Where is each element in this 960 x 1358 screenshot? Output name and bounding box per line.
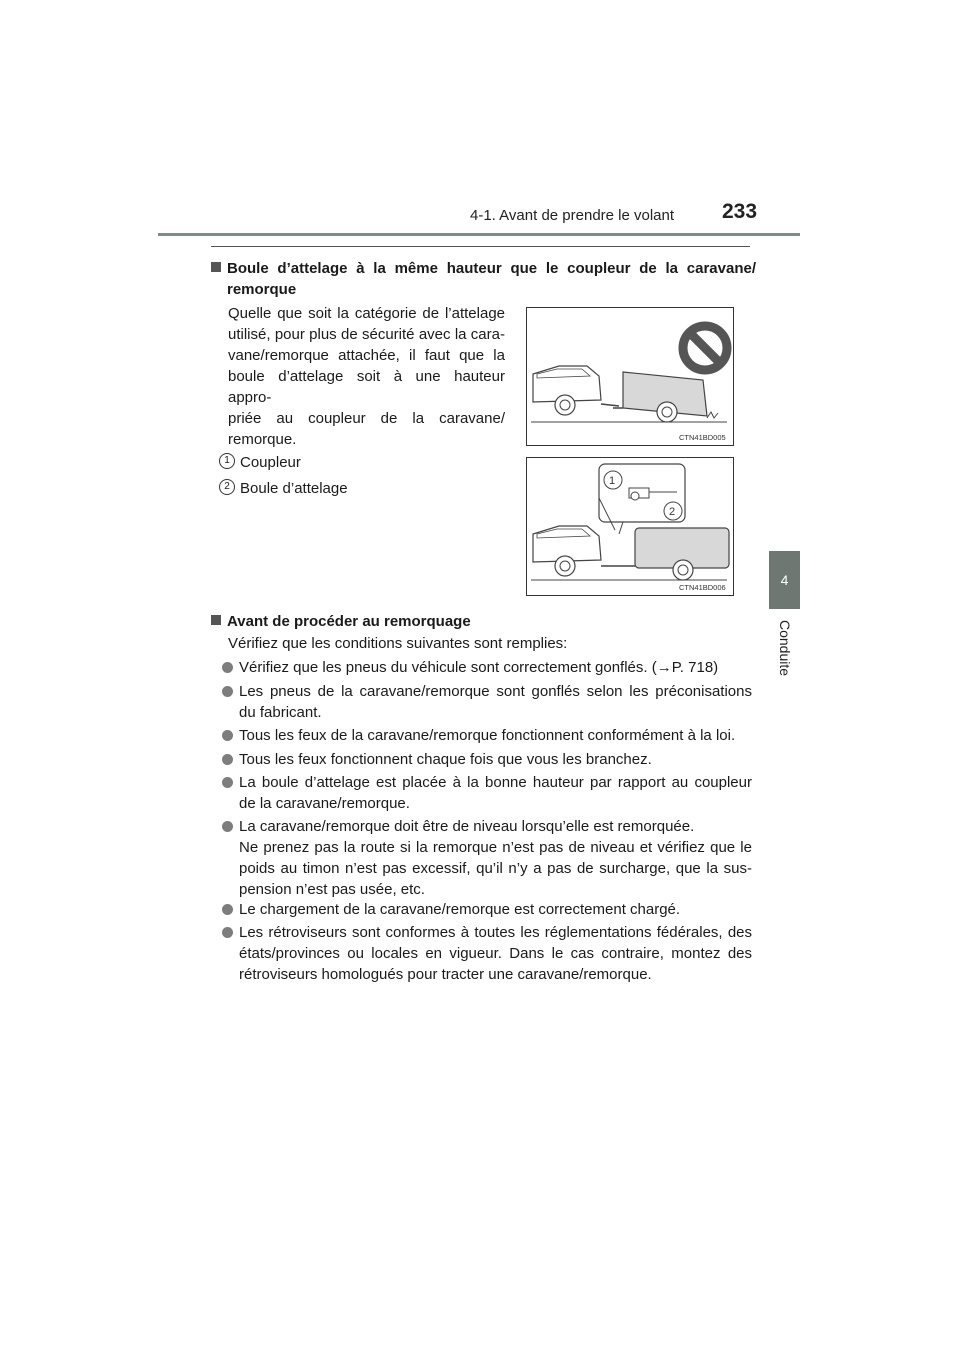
bullet-icon [222,662,233,673]
section-divider [211,246,750,247]
list-item-line: poids au timon n’est pas excessif, qu’il n’y a pas de surcharge, que la sus- [239,860,752,877]
callout-number-1: 1 [219,453,235,469]
chapter-tab: 4 [769,551,800,609]
list-item-line: du fabricant. [239,704,322,721]
figure-hitch-wrong [526,307,734,446]
figure-hitch-correct [526,457,734,596]
section-hitch-title-line2: remorque [227,281,297,298]
bullet-icon [222,754,233,765]
list-item [222,816,752,900]
paragraph-line: priée au coupleur de la caravane/ [228,410,505,427]
bullet-icon [222,686,233,697]
section-before-title: Avant de procéder au remorquage [227,613,471,630]
section-hitch-heading [211,258,756,300]
chapter-label [768,618,802,678]
callout-label-hitch-ball: Boule d’attelage [240,480,348,497]
paragraph-line: remorque. [228,431,297,448]
bullet-icon [222,821,233,832]
list-item-line: états/provinces ou locales en vigueur. Dans le cas contraire, montez des [239,945,752,962]
paragraph-line: utilisé, pour plus de sécurité avec la cara- [228,326,505,343]
bullet-icon [222,927,233,938]
bullet-icon [222,777,233,788]
paragraph-line: Quelle que soit la catégorie de l’attelage [228,305,505,322]
list-item [222,749,752,770]
list-item-line: La boule d’attelage est placée à la bonne hauteur par rapport au coupleur [239,774,752,791]
svg-text:1: 1 [609,475,616,487]
list-item-line: rétroviseurs homologués pour tracter une caravane/remorque. [239,966,652,983]
svg-text:2: 2 [669,506,676,518]
list-item [222,725,752,746]
section-hitch-paragraph [228,303,505,450]
section-hitch-title-line1: Boule d’attelage à la même hauteur que le coupleur de la caravane/ [227,260,756,277]
list-item-line: pension n’est pas usée, etc. [239,881,425,898]
list-item [222,657,752,678]
figure2-code: CTN41BD006 [679,583,726,592]
square-bullet-icon [211,262,221,272]
paragraph-line: vane/remorque attachée, il faut que la [228,347,505,364]
list-item-line: Les rétroviseurs sont conformes à toutes les réglementations fédérales, des [239,924,752,941]
header-rule [158,233,800,236]
section-before-intro: Vérifiez que les conditions suivantes sont remplies: [228,635,568,652]
figure1-code: CTN41BD005 [679,433,726,442]
list-item-line: Le chargement de la caravane/remorque est correctement chargé. [239,901,681,918]
page-number: 233 [722,200,758,223]
list-item-line: La caravane/remorque doit être de niveau lorsqu’elle est remorquée. [239,818,695,835]
list-item [222,899,752,920]
list-item-line: Les pneus de la caravane/remorque sont gonflés selon les préconisations [239,683,752,700]
list-item-line: de la caravane/remorque. [239,795,410,812]
list-item [222,772,752,814]
bullet-icon [222,904,233,915]
list-item-line: Vérifiez que les pneus du véhicule sont correctement gonflés. (→P. 718) [239,659,719,676]
list-item-line: Ne prenez pas la route si la remorque n’est pas de niveau et vérifiez que le [239,839,752,856]
list-item-line: Tous les feux fonctionnent chaque fois que vous les branchez. [239,751,652,768]
callout-number-2: 2 [219,479,235,495]
section-before-heading [211,611,471,632]
figure-hitch-correct-illustration [527,458,733,595]
bullet-icon [222,730,233,741]
list-item [222,922,752,985]
square-bullet-icon [211,615,221,625]
figure-hitch-wrong-illustration [527,308,733,445]
header-section-title: 4-1. Avant de prendre le volant [470,207,675,224]
chapter-label-text: Conduite [777,619,793,677]
paragraph-line: boule d’attelage soit à une hauteur appro- [228,368,505,406]
callout-label-coupler: Coupleur [240,454,301,471]
list-item [222,681,752,723]
list-item-line: Tous les feux de la caravane/remorque fonctionnent conformément à la loi. [239,727,736,744]
